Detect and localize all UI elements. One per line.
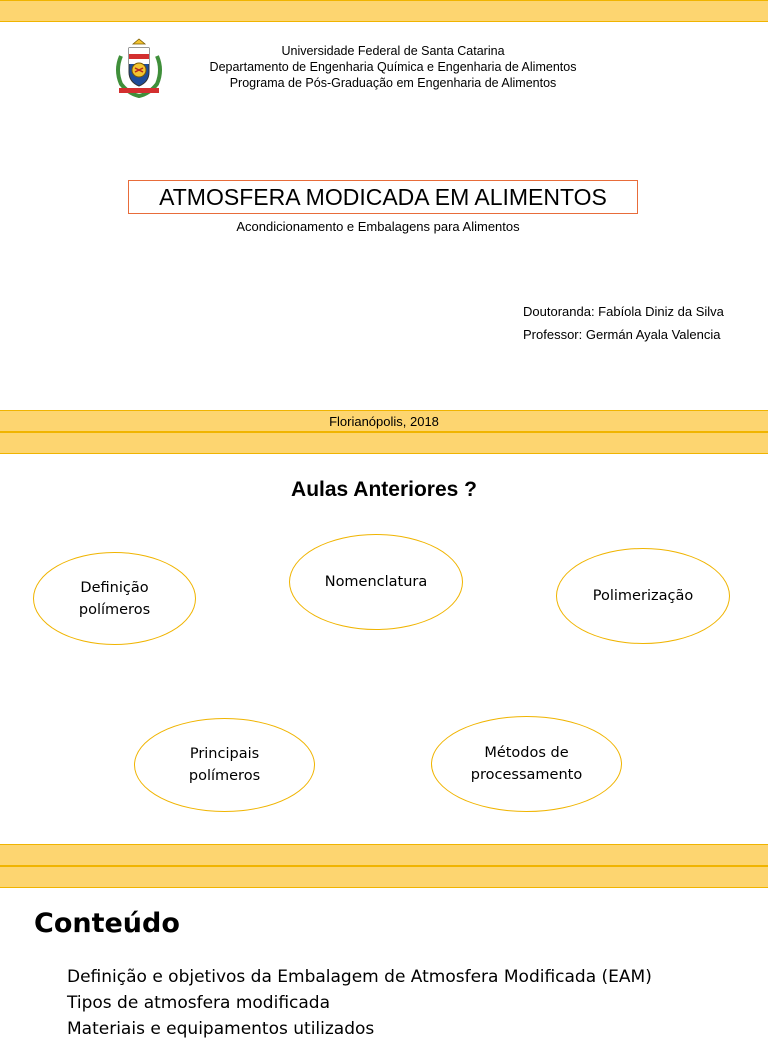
footer-band-slide2	[0, 844, 768, 866]
credit-student: Doutoranda: Fabíola Diniz da Silva	[523, 304, 724, 319]
slide2-title: Aulas Anteriores ?	[291, 478, 477, 501]
topic-ellipse-principais	[134, 718, 315, 812]
credits-block	[523, 300, 724, 346]
list-item: Definição e objetivos da Embalagem de Atmosfera Modificada (EAM)	[67, 967, 652, 987]
credit-professor: Professor: Germán Ayala Valencia	[523, 327, 721, 342]
university-crest-icon	[113, 38, 165, 98]
topic-ellipse-metodos	[431, 716, 622, 812]
presentation-subtitle: Acondicionamento e Embalagens para Alimentos	[236, 219, 520, 234]
institution-line-university: Universidade Federal de Santa Catarina	[281, 44, 505, 58]
list-item: Tipos de atmosfera modificada	[67, 993, 331, 1013]
topic-ellipse-definicao	[33, 552, 196, 645]
topic-label: Definição polímeros	[78, 579, 151, 618]
content-list	[67, 964, 652, 1042]
topic-label: Polimerização	[592, 588, 694, 604]
topic-ellipse-nomenclatura	[289, 534, 463, 630]
institution-line-department: Departamento de Engenharia Química e Engenharia de Alimentos	[209, 60, 577, 74]
institution-line-program: Programa de Pós-Graduação em Engenharia de Alimentos	[229, 76, 557, 90]
topic-ellipse-polimerizacao	[556, 548, 730, 644]
topic-label: Principais polímeros	[188, 746, 261, 784]
topic-label: Nomenclatura	[324, 574, 428, 590]
list-item: Materiais e equipamentos utilizados	[67, 1019, 375, 1039]
presentation-title: ATMOSFERA MODICADA EM ALIMENTOS	[128, 180, 638, 214]
top-band	[0, 0, 768, 22]
topic-label: Métodos de processamento	[470, 745, 583, 783]
city-year: Florianópolis, 2018	[329, 414, 439, 429]
slide3-title: Conteúdo	[34, 908, 180, 939]
institution-block	[180, 43, 606, 91]
header-band-slide3	[0, 866, 768, 888]
header-band-slide2	[0, 432, 768, 454]
